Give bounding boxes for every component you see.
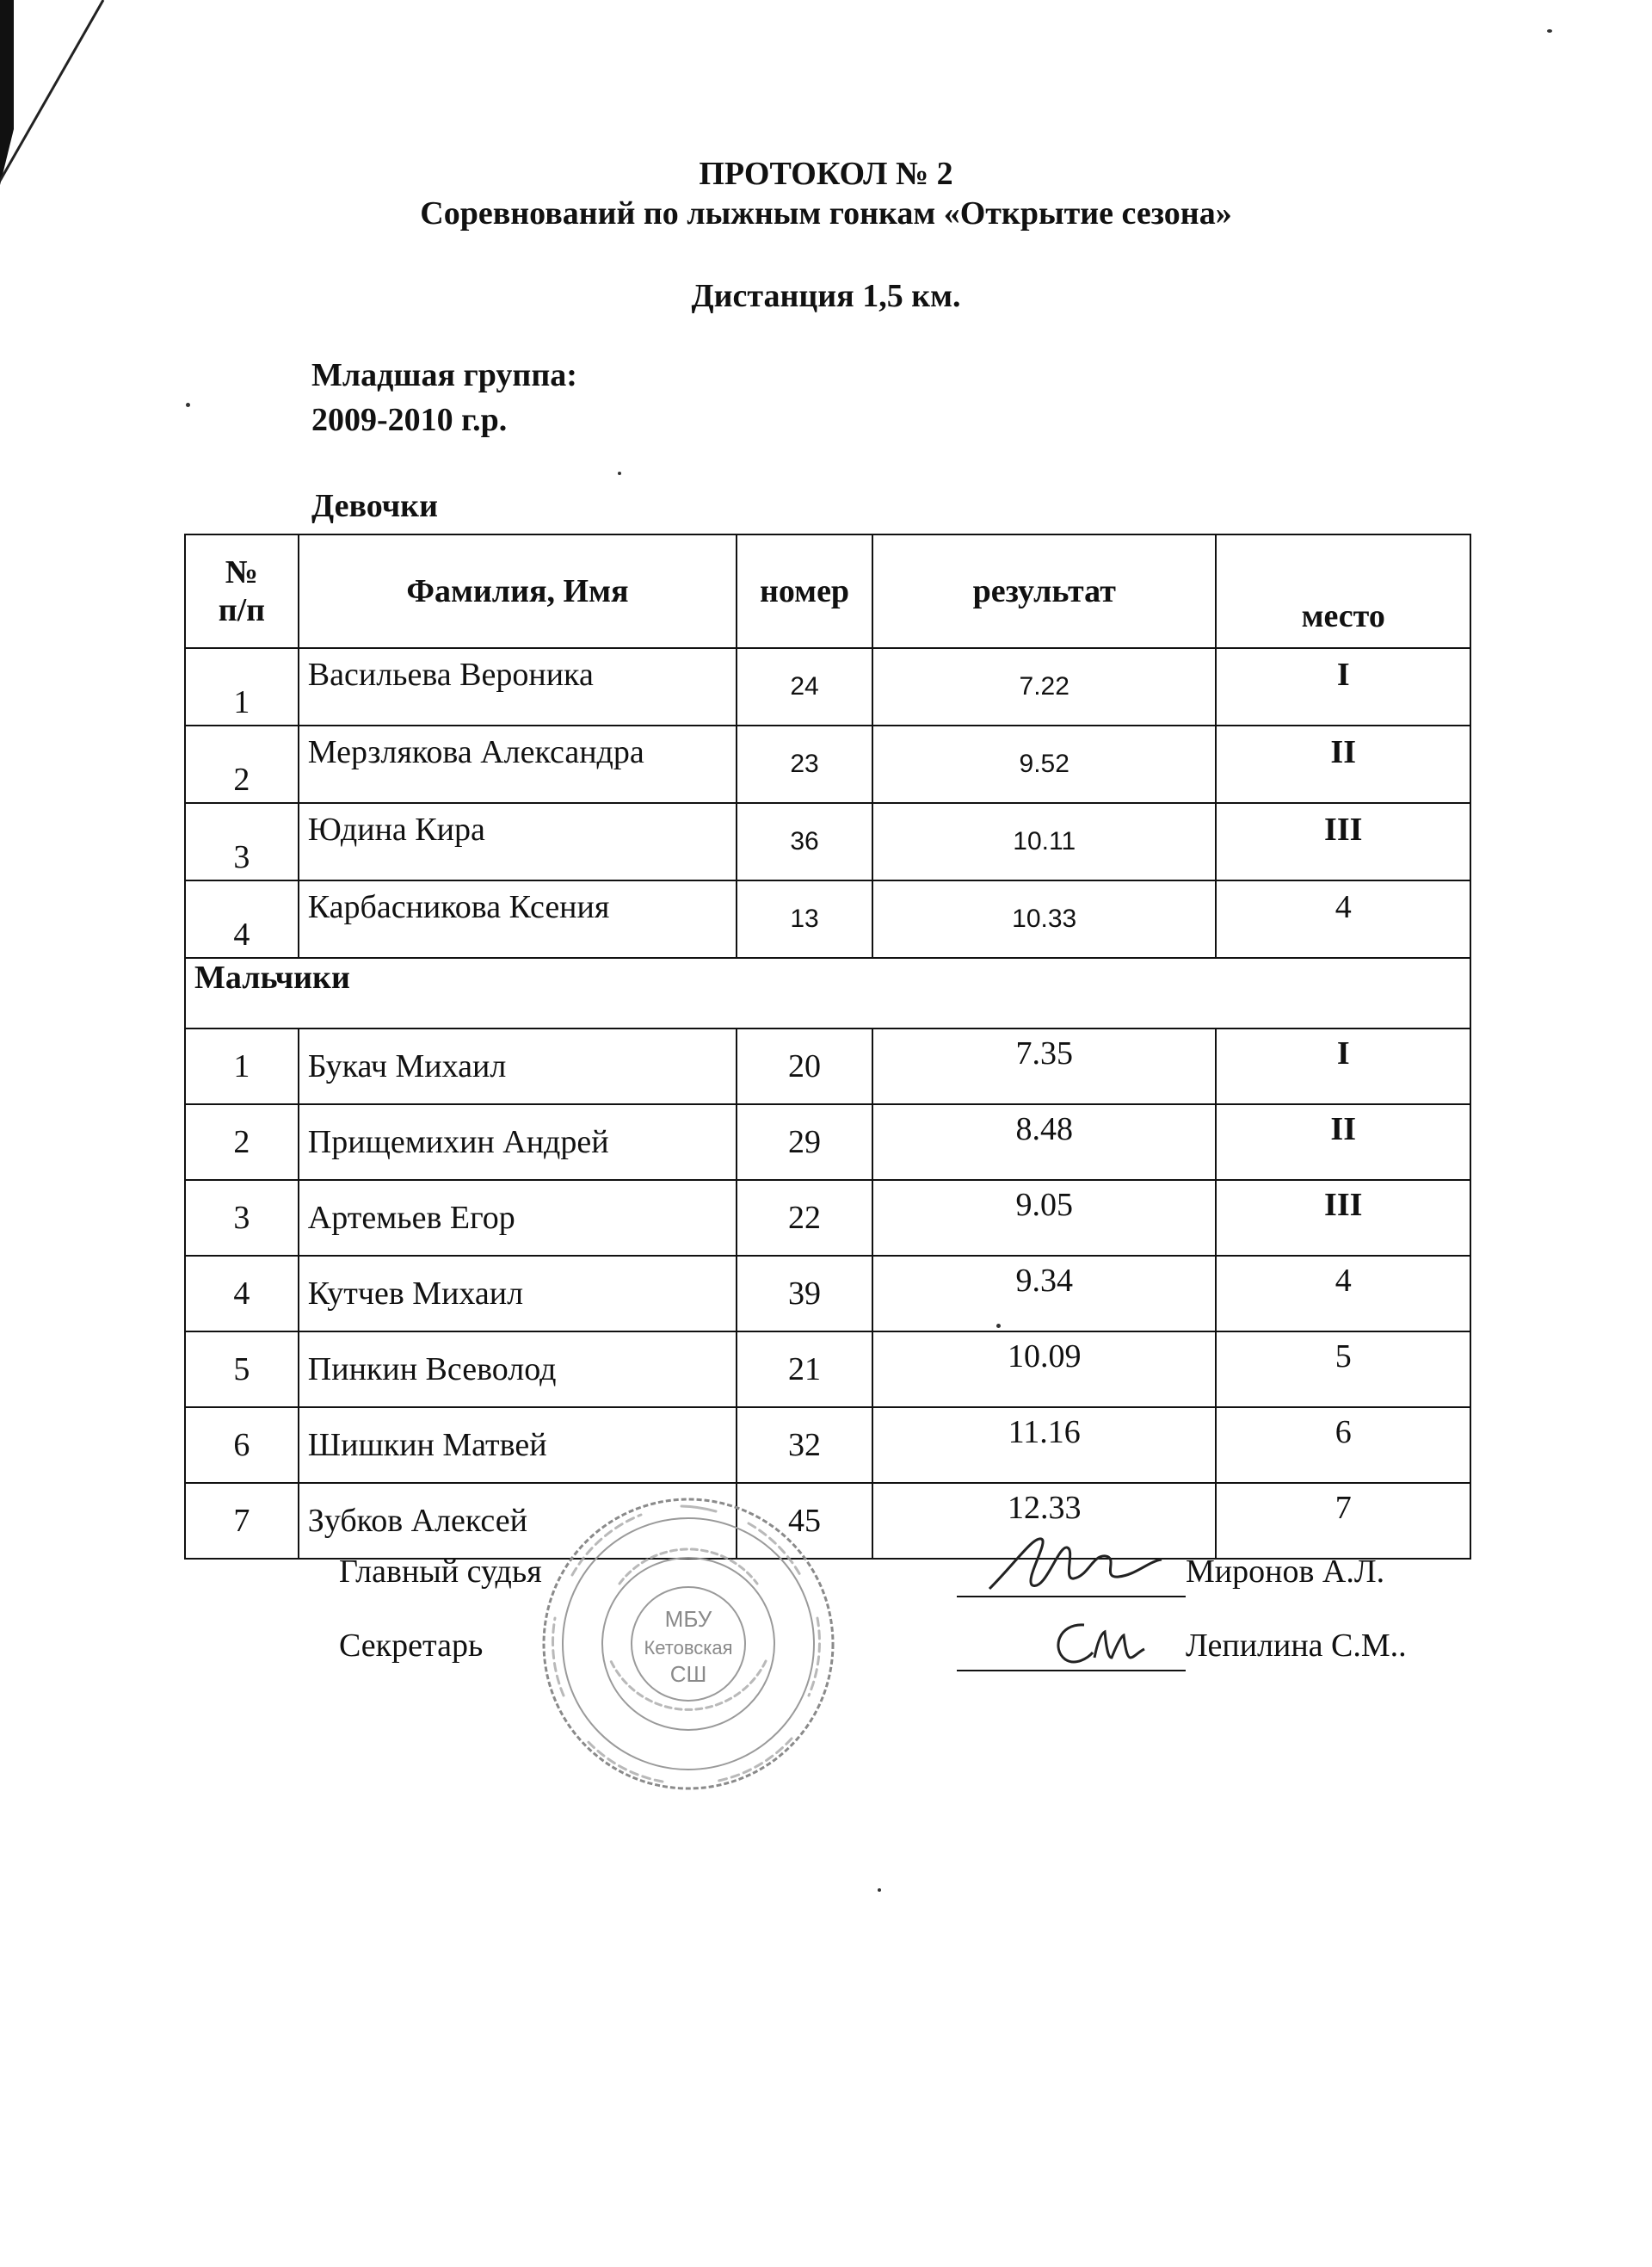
row-bib: 22 [737,1180,872,1256]
row-bib: 32 [737,1407,872,1483]
table-row [185,726,1470,803]
row-num: 7 [185,1483,299,1559]
row-result: 9.34 [872,1256,1216,1331]
row-num: 6 [185,1407,299,1483]
row-place: I [1216,1028,1470,1104]
row-name: Артемьев Егор [299,1180,737,1256]
row-result: 12.33 [872,1483,1216,1559]
judge-signature [981,1529,1170,1597]
row-result: 7.35 [872,1028,1216,1104]
row-name: Прищемихин Андрей [299,1104,737,1180]
boys-label: Мальчики [185,958,1470,1028]
header-bib: номер [737,534,872,648]
table-row [185,1028,1470,1104]
row-bib: 36 [737,803,872,880]
row-result: 10.11 [872,803,1216,880]
table-row [185,1104,1470,1180]
scan-speck [186,403,190,407]
table-header-row [185,534,1470,648]
table-row [185,1407,1470,1483]
table-row [185,1256,1470,1331]
row-result: 10.33 [872,880,1216,958]
row-place: 7 [1216,1483,1470,1559]
stamp-center-line1: МБУ [664,1606,712,1632]
scan-speck [878,1888,881,1892]
header-num: № п/п [185,534,299,648]
row-num: 4 [185,880,299,958]
row-result: 11.16 [872,1407,1216,1483]
row-num: 2 [185,726,299,803]
row-result: 9.52 [872,726,1216,803]
row-name: Зубков Алексей [299,1483,737,1559]
secretary-signature [1041,1615,1153,1671]
secretary-name: Лепилина С.М.. [1186,1628,1407,1664]
row-bib: 21 [737,1331,872,1407]
competition-title: Соревнований по лыжным гонкам «Открытие сезона» [420,195,1232,232]
row-bib: 29 [737,1104,872,1180]
protocol-title: ПРОТОКОЛ № 2 [699,156,953,192]
official-stamp [533,1489,843,1799]
row-num: 1 [185,1028,299,1104]
distance-title: Дистанция 1,5 км. [691,278,961,314]
group-name: Младшая группа: [311,357,577,393]
row-bib: 13 [737,880,872,958]
secretary-title: Секретарь [339,1628,484,1664]
row-bib: 45 [737,1483,872,1559]
table-row [185,1331,1470,1407]
row-num: 3 [185,803,299,880]
row-name: Букач Михаил [299,1028,737,1104]
row-place: III [1216,1180,1470,1256]
judge-name: Миронов А.Л. [1186,1554,1385,1590]
row-result: 10.09 [872,1331,1216,1407]
results-table [184,534,1471,1560]
row-place: III [1216,803,1470,880]
row-name: Юдина Кира [299,803,737,880]
header-name: Фамилия, Имя [299,534,737,648]
row-result: 9.05 [872,1180,1216,1256]
boys-section-row [185,958,1470,1028]
row-name: Карбасникова Ксения [299,880,737,958]
girls-label: Девочки [311,488,438,524]
scan-speck [618,472,621,475]
header-place: место [1216,534,1470,648]
row-place: 4 [1216,880,1470,958]
row-bib: 20 [737,1028,872,1104]
row-name: Пинкин Всеволод [299,1331,737,1407]
table-row [185,648,1470,726]
row-name: Мерзлякова Александра [299,726,737,803]
row-num: 2 [185,1104,299,1180]
stamp-center-line3: СШ [669,1661,707,1687]
row-result: 7.22 [872,648,1216,726]
row-name: Шишкин Матвей [299,1407,737,1483]
row-place: I [1216,648,1470,726]
row-bib: 23 [737,726,872,803]
row-num: 1 [185,648,299,726]
row-bib: 24 [737,648,872,726]
row-bib: 39 [737,1256,872,1331]
row-num: 4 [185,1256,299,1331]
row-result: 8.48 [872,1104,1216,1180]
judge-title: Главный судья [339,1554,542,1590]
row-place: 6 [1216,1407,1470,1483]
row-place: II [1216,1104,1470,1180]
stamp-center-line2: Кетовская [644,1637,733,1659]
row-num: 3 [185,1180,299,1256]
group-years: 2009-2010 г.р. [311,402,508,438]
row-place: 5 [1216,1331,1470,1407]
table-row [185,880,1470,958]
table-row [185,1180,1470,1256]
row-place: 4 [1216,1256,1470,1331]
row-num: 5 [185,1331,299,1407]
scan-speck [1547,29,1552,33]
table-row [185,803,1470,880]
header-result: результат [872,534,1216,648]
row-name: Кутчев Михаил [299,1256,737,1331]
row-name: Васильева Вероника [299,648,737,726]
row-place: II [1216,726,1470,803]
